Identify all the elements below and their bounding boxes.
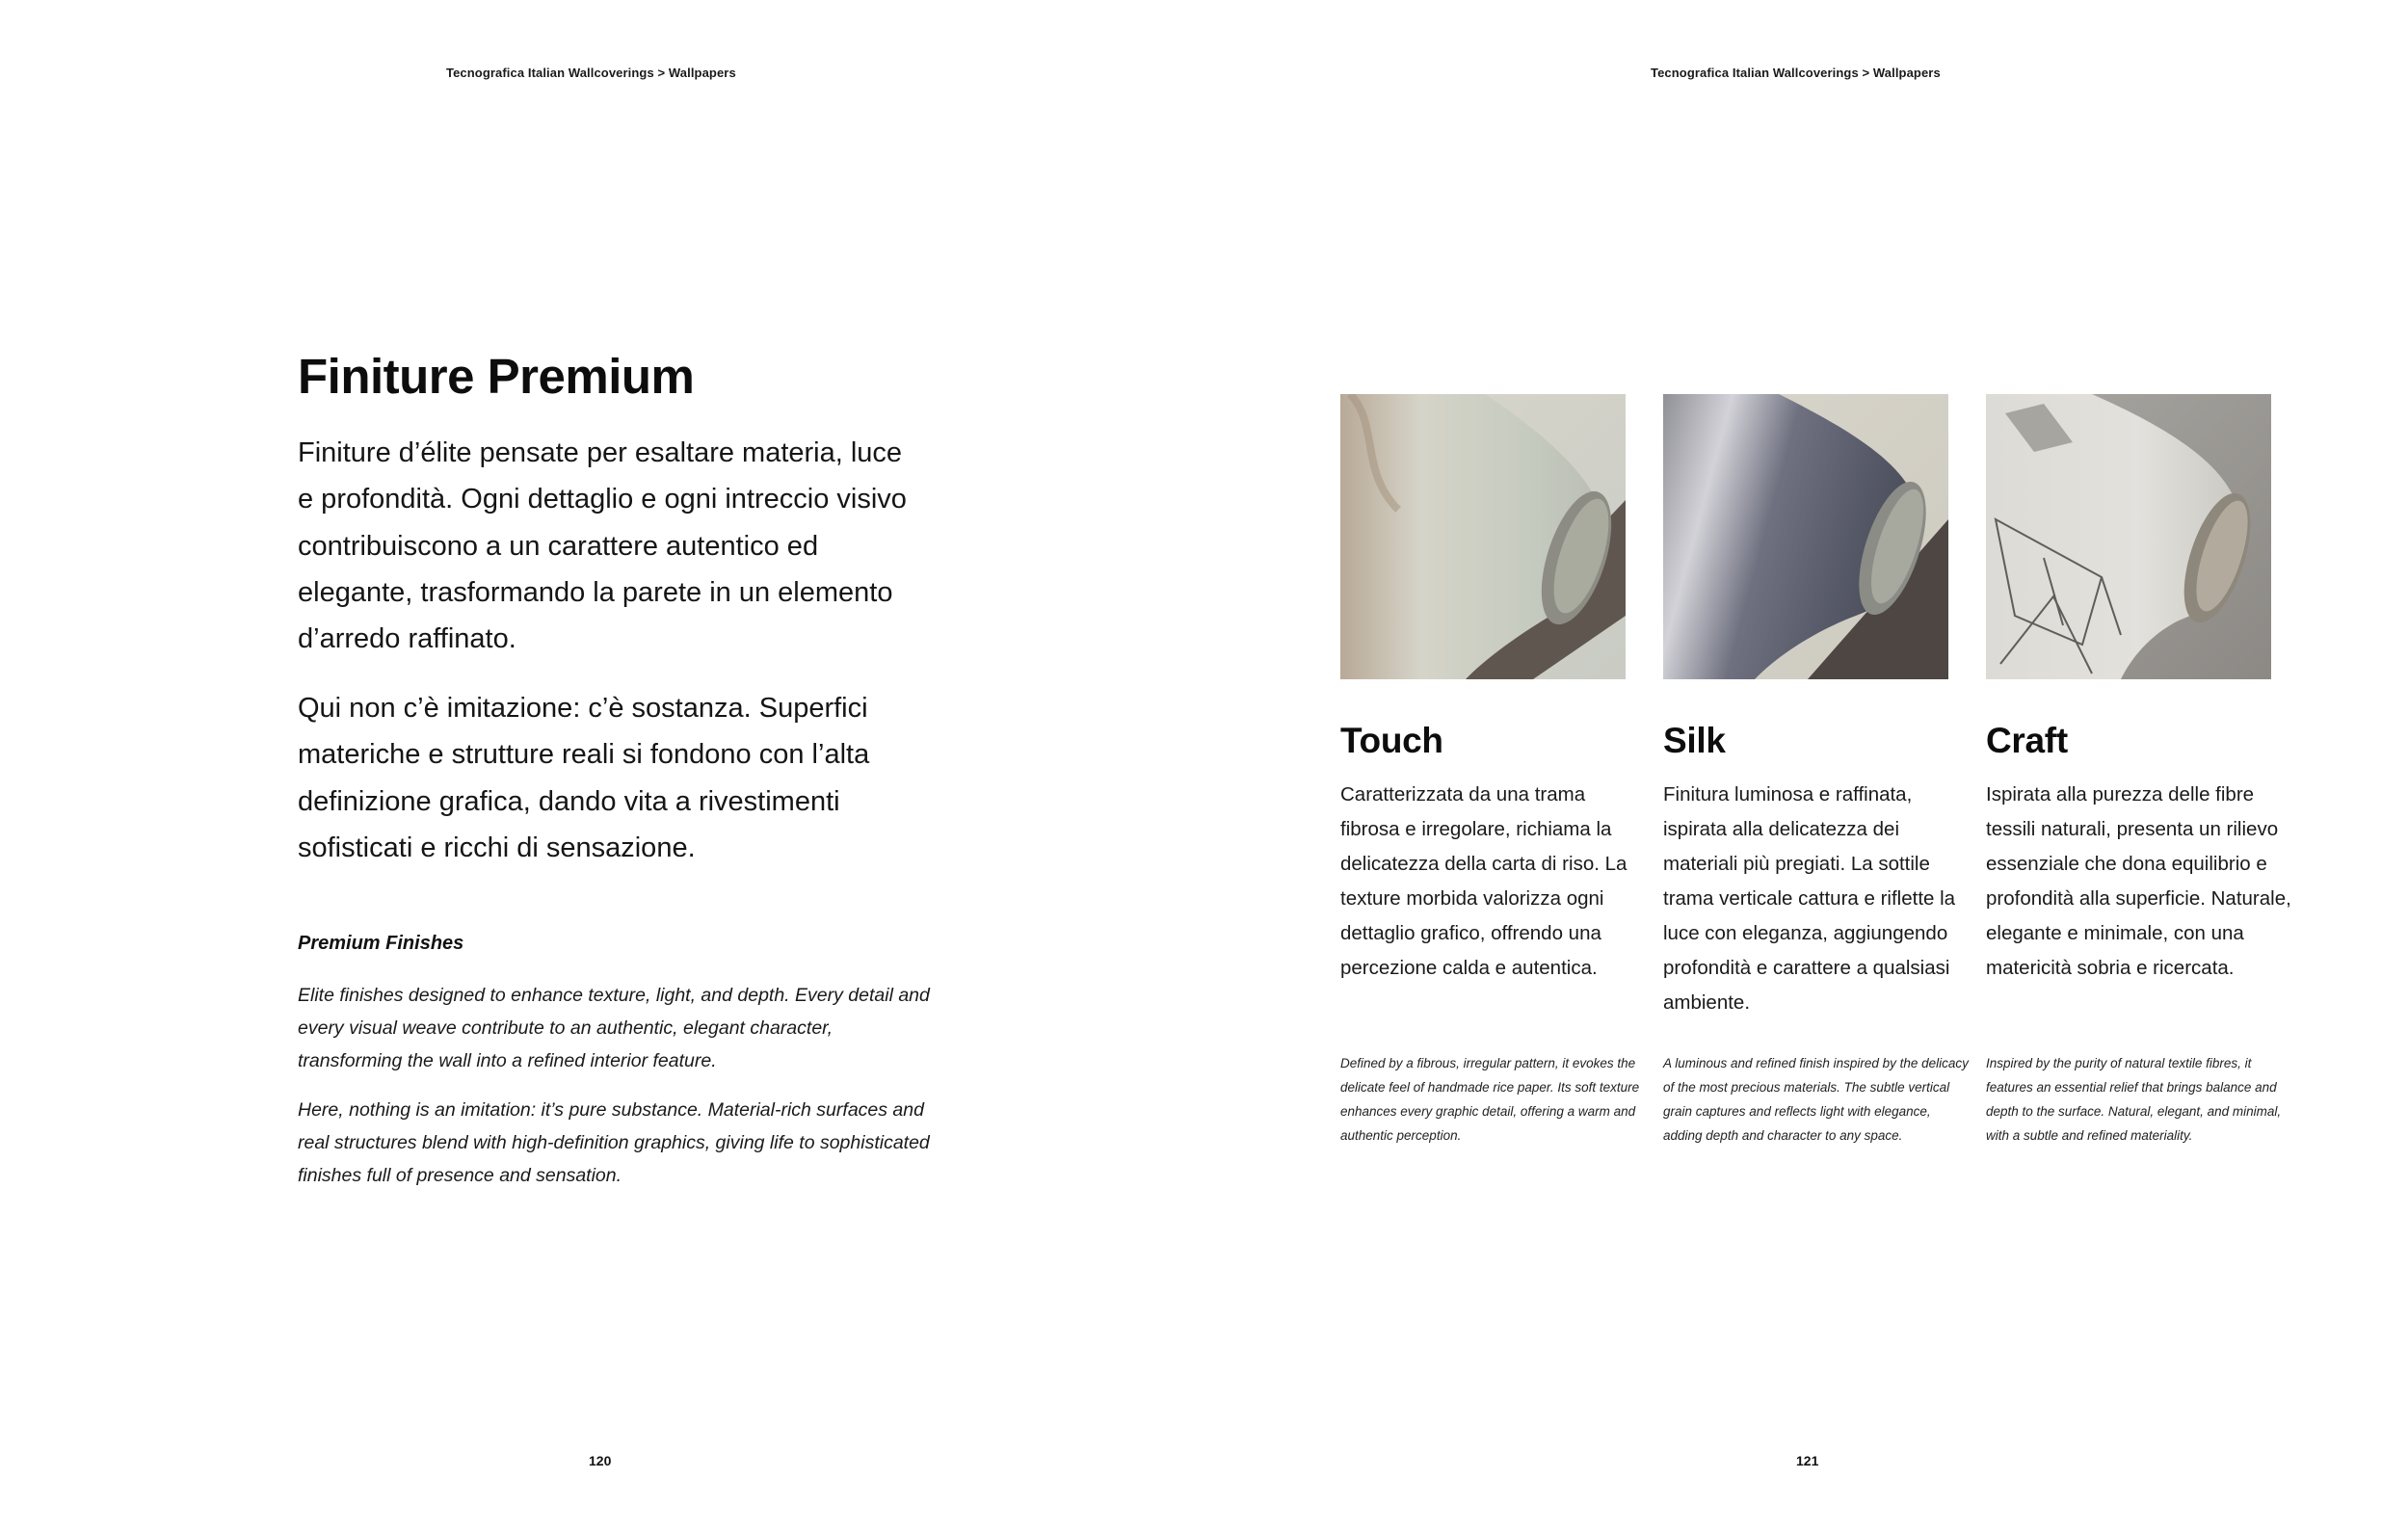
intro-paragraph-en-2: Here, nothing is an imitation: it’s pure substance. Material-rich surfaces and real structures blend with high-definition graphics, giving life to sophisticated finishes full of presence and sensation. — [298, 1099, 930, 1186]
intro-paragraph-it-1: Finiture d’élite pensate per esaltare materia, luce e profondità. Ogni dettaglio e ogni intreccio visivo contribuiscono a un carattere autentico ed elegante, trasformando la parete in un elemento d’arredo raffinato. — [298, 437, 907, 655]
finish-name: Craft — [1986, 721, 2068, 760]
finish-description-en: Defined by a fibrous, irregular pattern, it evokes the delicate feel of handmade rice paper. Its soft texture enhances every graphic detail, offering a warm and authentic perception. — [1340, 1056, 1640, 1143]
finish-description-it: Caratterizzata da una trama fibrosa e irregolare, richiama la delicatezza della carta di riso. La texture morbida valorizza ogni dettaglio grafico, offrendo una percezione calda e autentica. — [1340, 783, 1627, 979]
wallpaper-roll-craft-image — [1986, 394, 2271, 679]
intro-paragraph-en-1: Elite finishes designed to enhance texture, light, and depth. Every detail and every visual weave contribute to an authentic, elegant character, transforming the wall into a refined interior feature. — [298, 985, 930, 1071]
finish-card-silk — [1663, 394, 1969, 1143]
finish-description-en: Inspired by the purity of natural textile fibres, it features an essential relief that brings balance and depth to the surface. Natural, elegant, and minimal, with a subtle and refined materiality. — [1986, 1056, 2282, 1143]
finish-card-craft — [1986, 394, 2291, 1143]
breadcrumb: Tecnografica Italian Wallcoverings > Wallpapers — [1651, 66, 1941, 80]
page-number: 121 — [1796, 1453, 1819, 1468]
right-page — [1204, 0, 2408, 1532]
english-heading: Premium Finishes — [298, 933, 464, 954]
page-number: 120 — [589, 1453, 612, 1468]
wallpaper-roll-silk-image — [1663, 394, 1948, 679]
intro-paragraph-it-2: Qui non c’è imitazione: c’è sostanza. Superfici materiche e strutture reali si fondono con l’alta definizione grafica, dando vita a rivestimenti sofisticati e ricchi di sensazione. — [298, 693, 870, 863]
breadcrumb: Tecnografica Italian Wallcoverings > Wallpapers — [446, 66, 736, 80]
finish-description-it: Finitura luminosa e raffinata, ispirata alla delicatezza dei materiali più pregiati. La sottile trama verticale cattura e riflette la luce con eleganza, aggiungendo profondità e carattere a qualsiasi ambiente. — [1663, 783, 1956, 1014]
wallpaper-roll-touch-image — [1340, 394, 1626, 679]
finish-description-it: Ispirata alla purezza delle fibre tessili naturali, presenta un rilievo essenziale che dona equilibrio e profondità alla superficie. Naturale, elegante e minimale, con una matericità sobria e ricercata. — [1986, 783, 2291, 979]
finish-card-touch — [1340, 394, 1640, 1143]
finish-description-en: A luminous and refined finish inspired by the delicacy of the most precious materials. The subtle vertical grain captures and reflects light with elegance, adding depth and character to any space. — [1663, 1056, 1969, 1143]
finish-name: Silk — [1663, 721, 1726, 760]
page-title: Finiture Premium — [298, 349, 695, 404]
finish-name: Touch — [1340, 721, 1443, 760]
